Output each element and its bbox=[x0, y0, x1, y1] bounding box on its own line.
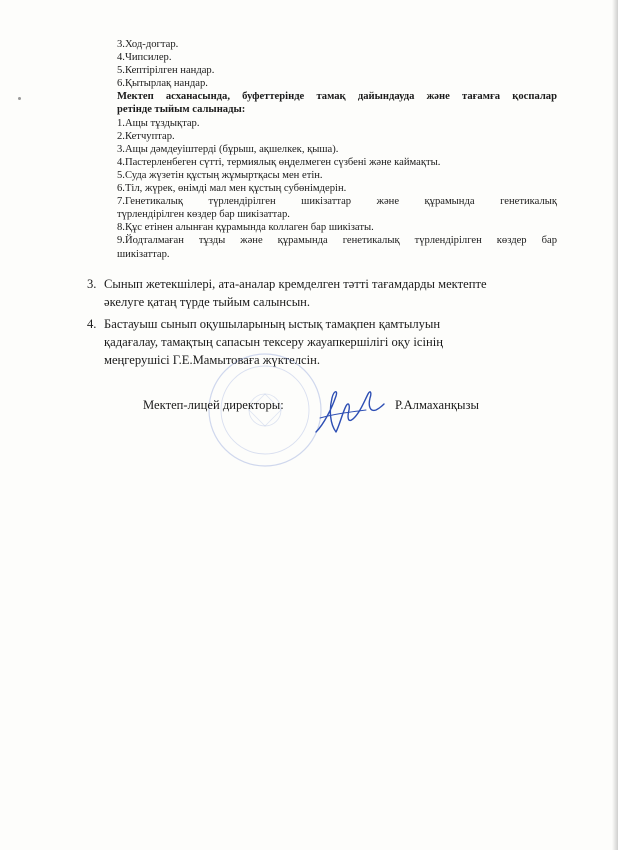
list-item: 4.Чипсилер. bbox=[117, 52, 172, 64]
list-item: 4.Пастерленбеген сүтті, термиялық өңделмеген сүзбені және каймақты. bbox=[117, 156, 441, 168]
point-text: әкелуге қатаң түрде тыйым салынсын. bbox=[104, 295, 311, 309]
list-item: 7.Генетикалық түрлендірілген шикізаттар және құрамында генетикалық bbox=[117, 196, 557, 208]
point-text: Сынып жетекшілері, ата-аналар кремделген тәтті тағамдарды мектепте bbox=[104, 277, 487, 291]
point-3 bbox=[89, 275, 559, 311]
list-item-cont: шикізаттар. bbox=[117, 248, 170, 260]
list-item: 8.Құс етінен алынған құрамында коллаген бар шикізаты. bbox=[117, 222, 374, 234]
list-item-cont: түрлендірілген көздер бар шикізаттар. bbox=[117, 209, 290, 221]
list-item: 6.Тіл, жүрек, өнімді мал мен құстың субөнімдерін. bbox=[117, 183, 347, 195]
section-heading: Мектеп асханасында, буфеттерінде тамақ дайындауда және тағамға қоспалар bbox=[117, 91, 557, 103]
list-item: 3.Ход-догтар. bbox=[117, 39, 179, 50]
point-text: Бастауыш сынып оқушыларының ыстық тамақпен қамтылуын bbox=[104, 317, 441, 331]
list-item: 5.Кептірілген нандар. bbox=[117, 65, 215, 77]
list-top bbox=[117, 38, 557, 261]
scan-speck bbox=[18, 97, 21, 100]
list-item: 6.Қытырлақ нандар. bbox=[117, 78, 208, 90]
point-text: қадағалау, тамақтың сапасын тексеру жауапкершілігі оқу ісінің bbox=[104, 335, 443, 349]
point-number: 3. bbox=[87, 277, 97, 291]
list-item: 2.Кетчуптар. bbox=[117, 130, 175, 142]
signature-name: Р.Алмаханқызы bbox=[395, 398, 479, 412]
section-heading-cont: ретінде тыйым салынады: bbox=[117, 104, 246, 116]
list-item: 1.Ащы тұздықтар. bbox=[117, 117, 200, 129]
list-item: 5.Суда жүзетін құстың жұмыртқасы мен етін. bbox=[117, 169, 323, 181]
scan-edge-shadow bbox=[612, 0, 618, 850]
list-item: 9.Йодталмаған тұзды және құрамында генетикалық түрлендірілген көздер бар bbox=[117, 235, 557, 247]
signature-title: Мектеп-лицей директоры: bbox=[143, 398, 284, 412]
point-text: меңгерушісі Г.Е.Мамытоваға жүктелсін. bbox=[104, 353, 321, 367]
point-number: 4. bbox=[87, 317, 97, 331]
list-item: 3.Ащы дәмдеуіштерді (бұрыш, ақшелкек, қыша). bbox=[117, 143, 339, 155]
handwritten-signature bbox=[310, 380, 390, 440]
